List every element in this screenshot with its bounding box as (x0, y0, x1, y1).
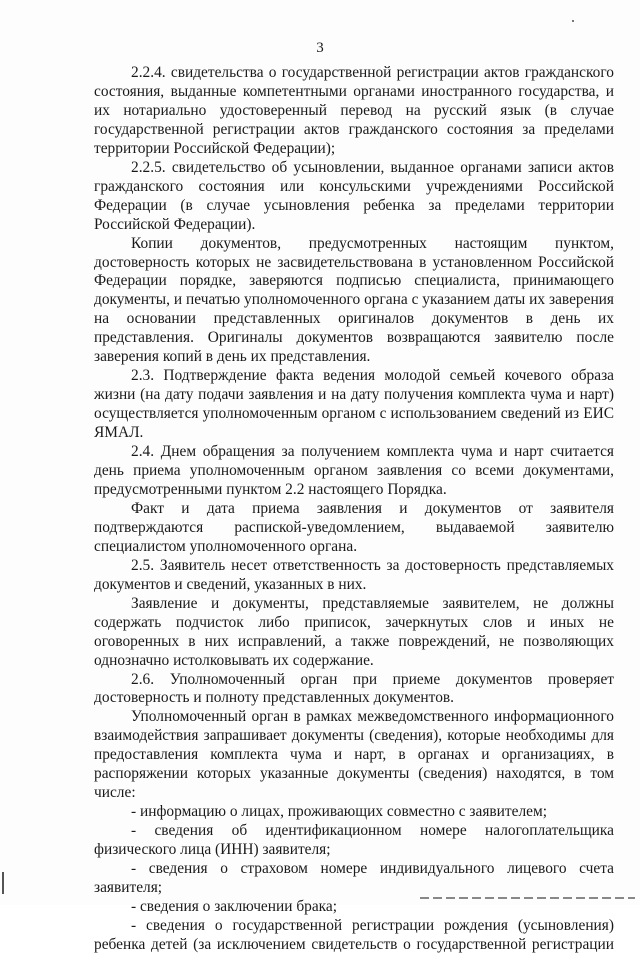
paragraph-interagency-request: Уполномоченный орган в рамках межведомственного информационного взаимодействия запрашивает документы (сведения), которые необходимы для предоставления комплекта чума и нарт, в органах и организациях, в распоряжении которых указанные документы (сведения) находятся, в том числе: (94, 708, 614, 802)
scan-bottom-artifact (420, 897, 635, 899)
page-number: 3 (316, 40, 324, 56)
list-item-inn: - сведения об идентификационном номере налогоплательщика физического лица (ИНН) заявителя; (94, 822, 614, 859)
scan-speck (572, 20, 574, 22)
paragraph-2-2-5: 2.2.5. свидетельство об усыновлении, выданное органами записи актов гражданского состояния или консульскими учреждениями Российской Федерации (в случае усыновления ребенка за пределами территории Российской Федерации). (94, 158, 614, 233)
paragraph-no-corrections: Заявление и документы, представляемые заявителем, не должны содержать подчисток либо приписок, зачеркнутых слов и иных не оговоренных в них исправлений, а также повреждений, не позволяющих однозначно истолковывать их содержание. (94, 594, 614, 669)
paragraph-copies-certification: Копии документов, предусмотренных настоящим пунктом, достоверность которых не засвидетельствована в установленном Российской Федерации порядке, заверяются подписью специалиста, принимающего документы, и печатью уполномоченного органа с указанием даты их заверения на основании представленных оригиналов документов в день их представления. Оригиналы документов возвращаются заявителю после заверения копий в день их представления. (94, 234, 614, 366)
list-item-marriage: - сведения о заключении брака; (131, 897, 338, 915)
scan-edge-mark (2, 872, 4, 894)
paragraph-2-6: 2.6. Уполномоченный орган при приеме документов проверяет достоверность и полноту представленных документов. (94, 670, 614, 707)
paragraph-2-3: 2.3. Подтверждение факта ведения молодой семьей кочевого образа жизни (на дату подачи заявления и на дату получения комплекта чума и нарт) осуществляется уполномоченным органом с использованием сведений из ЕИС ЯМАЛ. (94, 367, 614, 442)
paragraph-2-4: 2.4. Днем обращения за получением комплекта чума и нарт считается день приема уполномоченным органом заявления со всеми документами, предусмотренными пунктом 2.2 настоящего Порядка. (94, 443, 614, 498)
list-item-snils: - сведения о страховом номере индивидуального лицевого счета заявителя; (94, 860, 614, 896)
paragraph-2-2-4: 2.2.4. свидетельства о государственной регистрации актов гражданского состояния, выданные компетентными органами иностранного государства, и их нотариально удостоверенный перевод на русский язык (в случае государственной регистрации актов гражданского состояния за пределами территории Российской Федерации); (94, 64, 614, 157)
list-item-cohabitants: - информацию о лицах, проживающих совместно с заявителем; (131, 803, 547, 821)
paragraph-2-5: 2.5. Заявитель несет ответственность за достоверность представляемых документов и сведений, указанных в них. (94, 556, 614, 593)
paragraph-receipt-notice: Факт и дата приема заявления и документов от заявителя подтверждаются распиской-уведомлением, выдаваемой заявителю специалистом уполномоченного органа. (94, 499, 614, 555)
document-body (94, 64, 614, 955)
list-item-birth-registration: - сведения о государственной регистрации рождения (усыновления) ребенка детей (за исключением свидетельств о государственной регистрации (94, 916, 614, 953)
